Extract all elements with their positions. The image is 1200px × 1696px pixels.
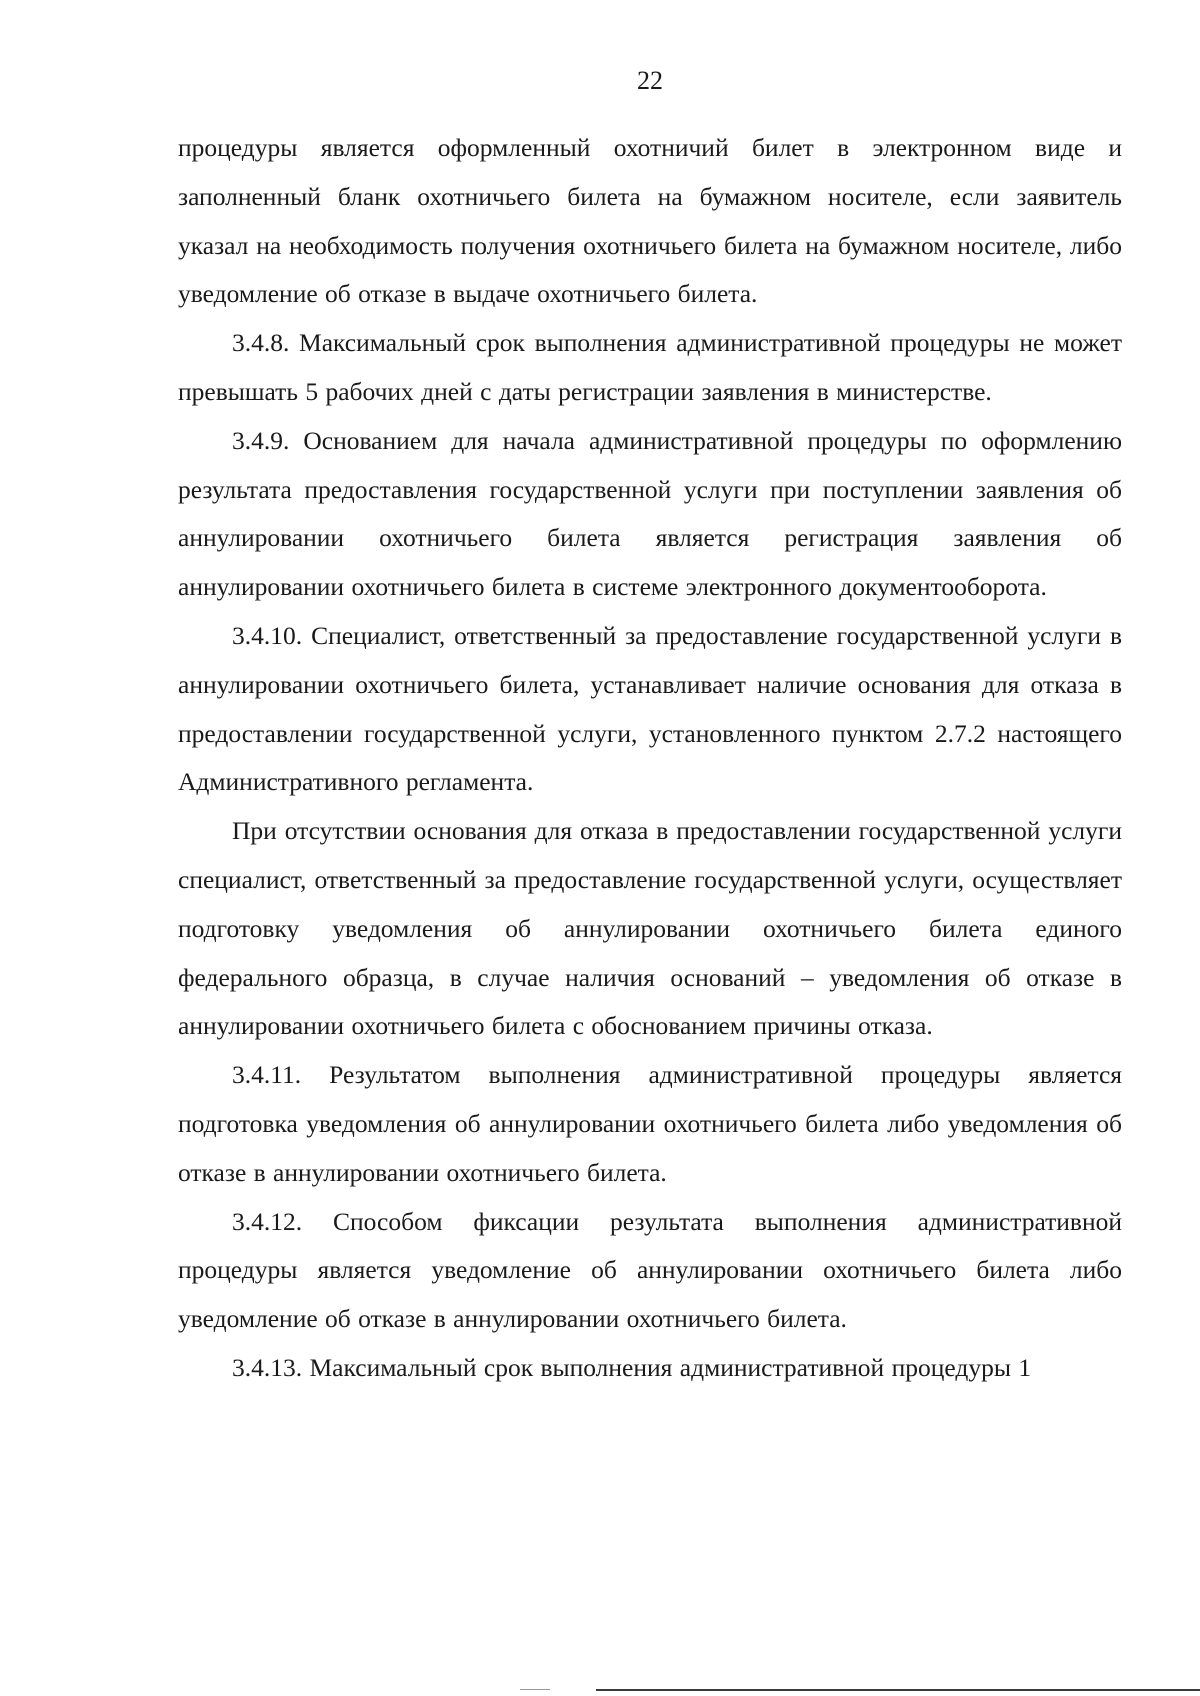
paragraph-3-4-8: 3.4.8. Максимальный срок выполнения административной процедуры не может превышать 5 рабочих дней с даты регистрации заявления в министерстве. [178,328,1122,406]
page-number: 22 [637,66,663,95]
paragraph-3-4-13: 3.4.13. Максимальный срок выполнения административной процедуры 1 [232,1352,1032,1382]
scan-bottom-edge [596,1689,1200,1691]
scan-edge-mark [520,1689,550,1690]
paragraph-3-4-12: 3.4.12. Способом фиксации результата выполнения административной процедуры является уведомление об аннулировании охотничьего билета либо уведомление об отказе в аннулировании охотничьего билета. [178,1206,1122,1334]
document-body [178,124,1122,1393]
paragraph-3-4-11: 3.4.11. Результатом выполнения административной процедуры является подготовка уведомления об аннулировании охотничьего билета либо уведомления об отказе в аннулировании охотничьего билета. [178,1060,1122,1187]
paragraph-continuation: процедуры является оформленный охотничий билет в электронном виде и заполненный бланк охотничьего билета на бумажном носителе, если заявитель указал на необходимость получения охотничьего билета на бумажном носителе, либо уведомление об отказе в выдаче охотничьего билета. [178,133,1122,309]
paragraph-absence-of-grounds: При отсутствии основания для отказа в предоставлении государственной услуги специалист, ответственный за предоставление государственной услуги, осуществляет подготовку уведомления об аннулировании охотничьего билета единого федерального образца, в случае наличия оснований – уведомления об отказе в аннулировании охотничьего билета с обоснованием причины отказа. [178,816,1122,1041]
paragraph-3-4-10: 3.4.10. Специалист, ответственный за предоставление государственной услуги в аннулировании охотничьего билета, устанавливает наличие основания для отказа в предоставлении государственной услуги, установленного пунктом 2.7.2 настоящего Административного регламента. [178,620,1122,797]
paragraph-3-4-9: 3.4.9. Основанием для начала административной процедуры по оформлению результата предоставления государственной услуги при поступлении заявления об аннулировании охотничьего билета является регистрация заявления об аннулировании охотничьего билета в системе электронного документооборота. [178,425,1122,602]
